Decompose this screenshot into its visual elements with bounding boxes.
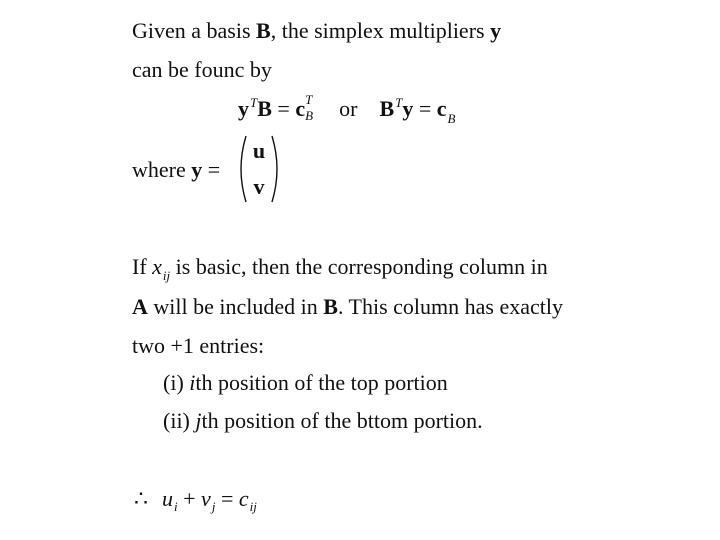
index-ij: ij — [249, 499, 257, 514]
var-x: x — [152, 254, 162, 279]
list-marker: (i) — [163, 370, 190, 395]
basic-text: will be included in — [147, 294, 324, 319]
basic-text: If — [132, 254, 153, 279]
basic-line-3: two +1 entries: — [132, 333, 265, 358]
column-vector — [236, 134, 282, 204]
list-text: th position of the bttom portion. — [201, 408, 483, 433]
eq-transpose: T — [305, 92, 313, 107]
therefore-symbol: ∴ — [134, 486, 148, 511]
basis-symbol: B — [256, 18, 271, 43]
equation-line — [238, 92, 456, 126]
vector-bottom-v: v — [253, 174, 265, 199]
eq-transpose: T — [395, 95, 403, 110]
matrix-A: A — [132, 294, 148, 319]
index-j: j — [195, 408, 202, 433]
intro-line-2: can be founc by — [132, 57, 272, 82]
vector-top-u: u — [252, 138, 266, 163]
where-equals: = — [202, 157, 221, 182]
eq-or: or — [339, 96, 358, 121]
intro-line-1 — [132, 18, 501, 44]
eq-transpose: T — [250, 95, 258, 110]
plus-sign: + — [177, 486, 202, 511]
multiplier-symbol: y — [490, 18, 502, 43]
eq-c: c — [295, 96, 306, 121]
intro-text: Given a basis — [132, 18, 257, 43]
equals-sign: = — [215, 486, 239, 511]
eq-subscript-B: B — [447, 111, 456, 126]
list-item-1 — [163, 370, 448, 396]
list-item-2 — [163, 408, 483, 434]
eq-y: y — [402, 96, 414, 121]
eq-subscript-B: B — [305, 108, 314, 123]
conclusion-line — [134, 486, 257, 515]
where-label: where — [132, 157, 192, 182]
index-j: j — [211, 499, 216, 514]
var-v: v — [201, 486, 211, 511]
index-i: i — [189, 370, 196, 395]
eq-y: y — [238, 96, 249, 121]
intro-text: , the simplex multipliers — [270, 18, 491, 43]
var-c: c — [238, 486, 249, 511]
eq-equals: = — [413, 96, 437, 121]
eq-B: B — [379, 96, 395, 121]
where-y: y — [191, 157, 203, 182]
eq-c: c — [436, 96, 447, 121]
basic-line-2 — [132, 294, 563, 320]
var-u: u — [162, 486, 173, 511]
basis-symbol: B — [323, 294, 338, 319]
basic-text: . This column has exactly — [337, 294, 563, 319]
eq-B: B — [257, 96, 272, 121]
index-i: i — [174, 499, 178, 514]
basic-text: is basic, then the corresponding column in — [170, 254, 548, 279]
where-line — [132, 157, 220, 183]
list-marker: (ii) — [163, 408, 196, 433]
list-text: th position of the top portion — [195, 370, 448, 395]
var-subscript-ij: ij — [162, 268, 171, 283]
basic-line-1 — [132, 254, 548, 283]
eq-equals: = — [271, 96, 296, 121]
